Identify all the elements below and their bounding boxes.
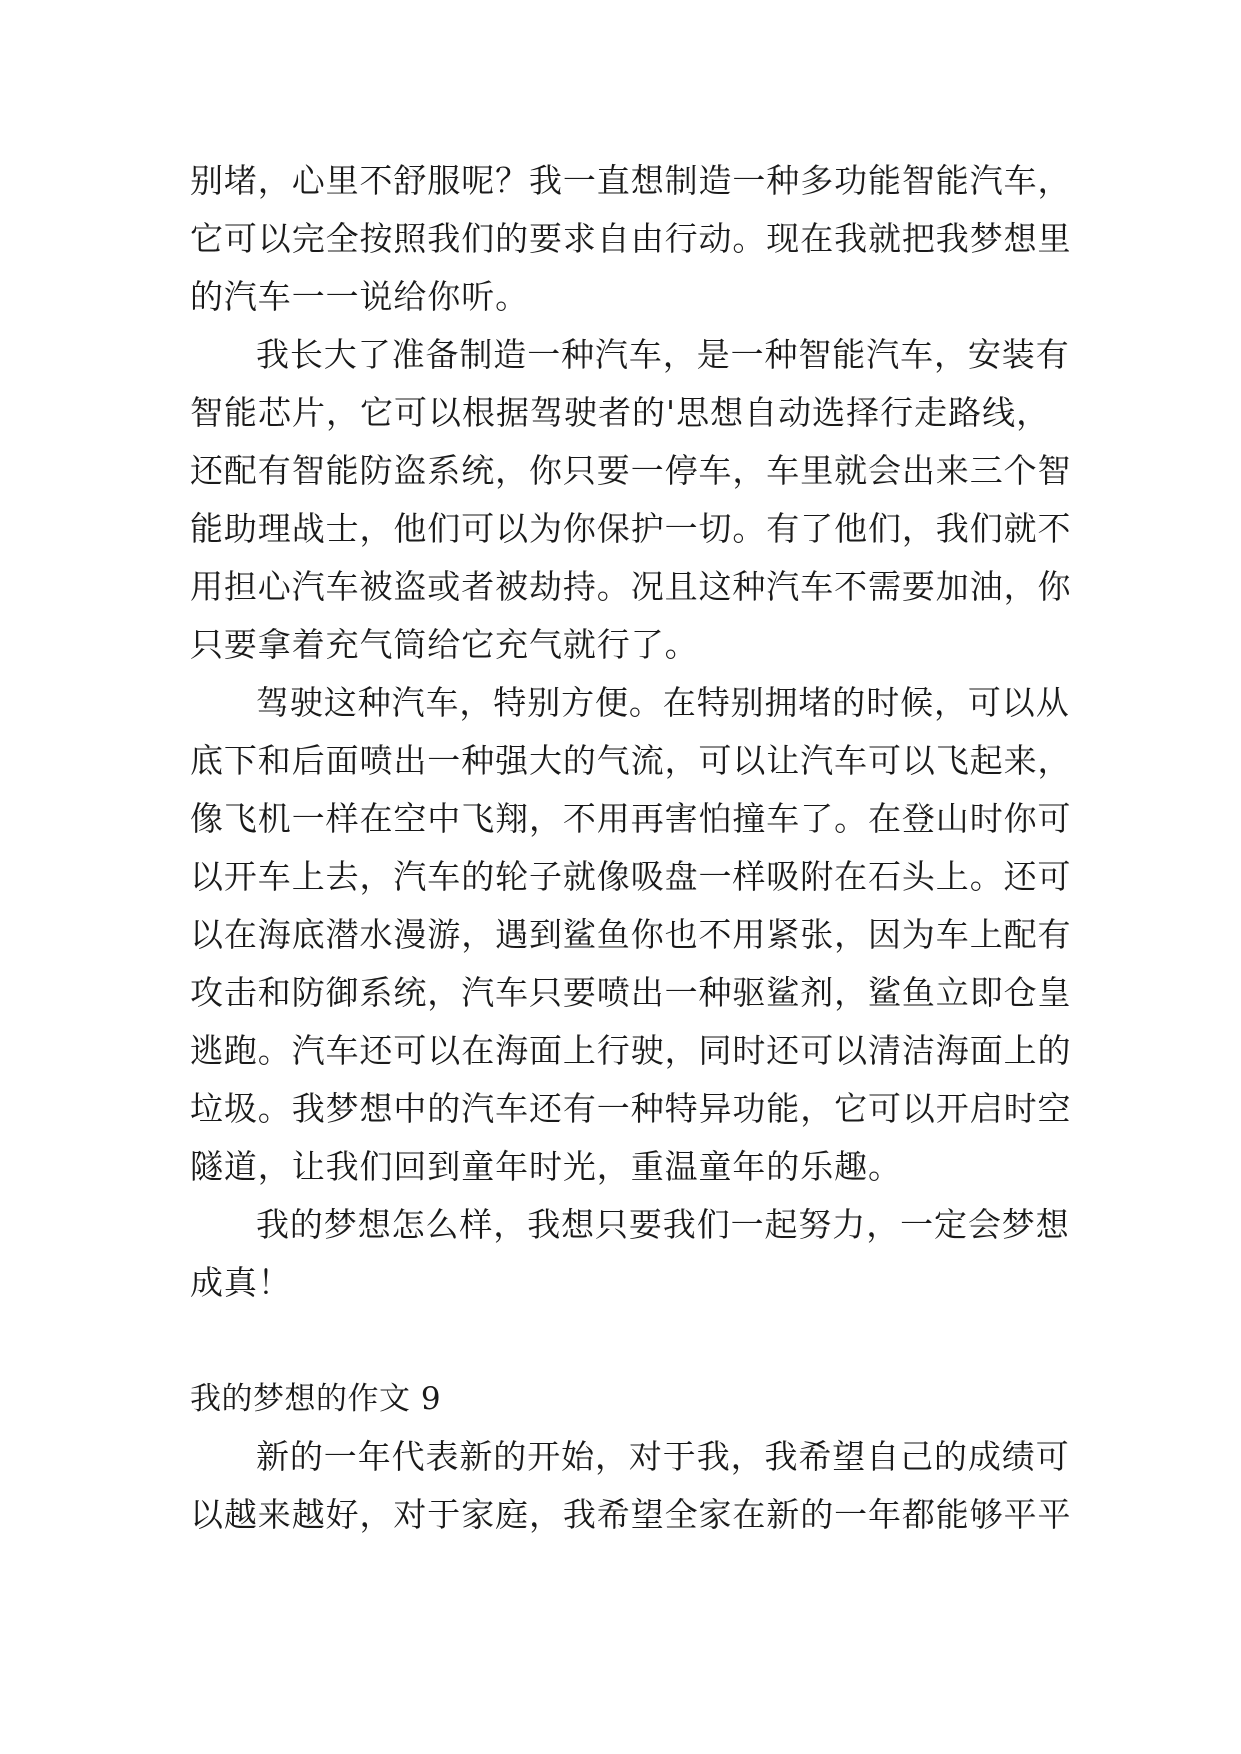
text-line: 的汽车一一说给你听。 xyxy=(190,277,529,316)
text-line: 能助理战士，他们可以为你保护一切。有了他们，我们就不 xyxy=(190,509,1072,548)
text-line: 只要拿着充气筒给它充气就行了。 xyxy=(190,625,699,664)
text-line: 新的一年代表新的开始，对于我，我希望自己的成绩可 xyxy=(256,1437,1070,1476)
text-line: 逃跑。汽车还可以在海面上行驶，同时还可以清洁海面上的 xyxy=(190,1031,1072,1070)
text-line: 底下和后面喷出一种强大的气流，可以让汽车可以飞起来， xyxy=(190,741,1072,780)
paragraph xyxy=(190,326,1072,674)
text-line: 以开车上去，汽车的轮子就像吸盘一样吸附在石头上。还可 xyxy=(190,857,1072,896)
section-gap xyxy=(190,1312,1050,1370)
text-line: 以越来越好，对于家庭，我希望全家在新的一年都能够平平 xyxy=(190,1495,1072,1534)
document-page xyxy=(190,152,1072,1544)
text-line: 我长大了准备制造一种汽车，是一种智能汽车，安装有 xyxy=(256,335,1070,374)
text-line: 别堵，心里不舒服呢？我一直想制造一种多功能智能汽车， xyxy=(190,161,1072,200)
text-line: 它可以完全按照我们的要求自由行动。现在我就把我梦想里 xyxy=(190,219,1072,258)
text-line: 成真！ xyxy=(190,1263,292,1302)
text-line: 以在海底潜水漫游，遇到鲨鱼你也不用紧张，因为车上配有 xyxy=(190,915,1072,954)
paragraph xyxy=(190,674,1072,1196)
section-heading: 我的梦想的作文 9 xyxy=(190,1381,442,1417)
text-line: 垃圾。我梦想中的汽车还有一种特异功能，它可以开启时空 xyxy=(190,1089,1072,1128)
paragraph xyxy=(190,1428,1072,1544)
text-line: 还配有智能防盗系统，你只要一停车，车里就会出来三个智 xyxy=(190,451,1072,490)
paragraph xyxy=(190,1196,1070,1312)
text-line: 隧道，让我们回到童年时光，重温童年的乐趣。 xyxy=(190,1147,902,1186)
text-line: 攻击和防御系统，汽车只要喷出一种驱鲨剂，鲨鱼立即仓皇 xyxy=(190,973,1072,1012)
text-line: 我的梦想怎么样，我想只要我们一起努力，一定会梦想 xyxy=(256,1205,1070,1244)
text-line: 驾驶这种汽车，特别方便。在特别拥堵的时候，可以从 xyxy=(256,683,1070,722)
paragraph xyxy=(190,152,1072,326)
text-line: 智能芯片，它可以根据驾驶者的'思想自动选择行走路线， xyxy=(190,393,1050,432)
text-line: 像飞机一样在空中飞翔，不用再害怕撞车了。在登山时你可 xyxy=(190,799,1072,838)
text-line: 用担心汽车被盗或者被劫持。况且这种汽车不需要加油，你 xyxy=(190,567,1072,606)
